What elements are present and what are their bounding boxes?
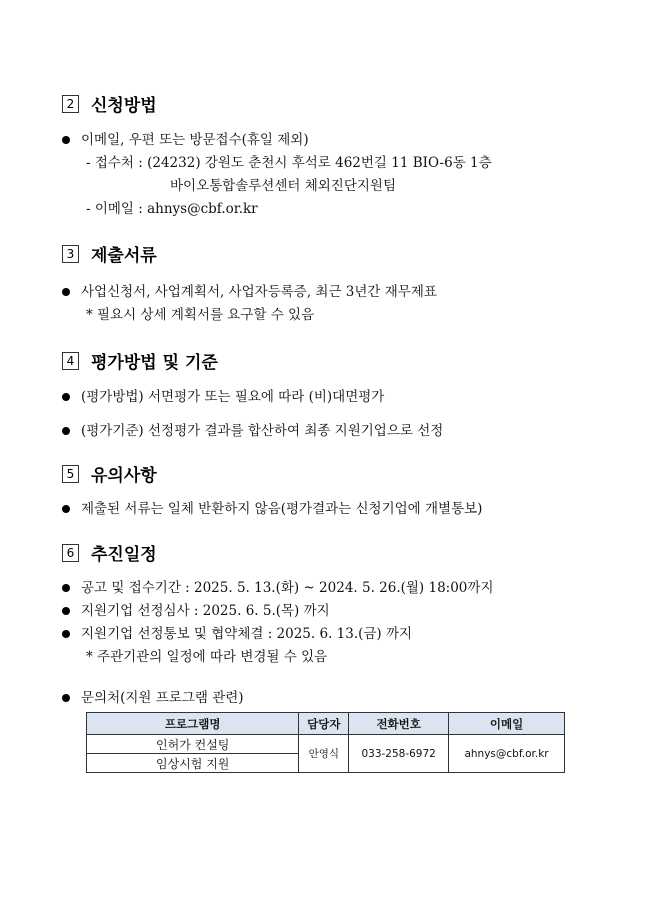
section-title: 평가방법 및 기준 xyxy=(91,353,218,373)
manager-cell: 안영식 xyxy=(299,735,349,773)
header-email: 이메일 xyxy=(449,713,565,735)
contact-label: 문의처(지원 프로그램 관련) xyxy=(81,690,244,706)
apply-address-line1: - 접수처 : (24232) 강원도 춘천시 후석로 462번길 11 BIO-6동 1층 xyxy=(86,155,492,171)
section-number-box: 3 xyxy=(62,245,79,263)
header-manager: 담당자 xyxy=(299,713,349,735)
section-heading-evaluation xyxy=(62,348,218,373)
notice-bullet-line xyxy=(62,497,482,517)
bullet-icon xyxy=(62,607,70,615)
apply-email-line: - 이메일 : ahnys@cbf.or.kr xyxy=(86,201,258,217)
section-title: 추진일정 xyxy=(91,545,157,565)
notice-text: 제출된 서류는 일체 반환하지 않음(평가결과는 신청기업에 개별통보) xyxy=(81,501,483,517)
section-title: 유의사항 xyxy=(91,466,157,486)
evaluation-criteria-text: (평가기준) 선정평가 결과를 합산하여 최종 지원기업으로 선정 xyxy=(81,423,444,439)
email-cell: ahnys@cbf.or.kr xyxy=(449,735,565,773)
contact-bullet-line xyxy=(62,686,244,706)
schedule-item-2 xyxy=(62,599,330,619)
apply-address-line2: 바이오통합솔루션센터 체외진단지원팀 xyxy=(170,178,396,194)
evaluation-method-line xyxy=(62,385,384,405)
apply-bullet-line xyxy=(62,128,309,148)
contact-table xyxy=(86,712,565,773)
section-number-box: 4 xyxy=(62,352,79,370)
section-number-box: 2 xyxy=(62,95,79,113)
documents-text: 사업신청서, 사업계획서, 사업자등록증, 최근 3년간 재무제표 xyxy=(81,284,437,300)
documents-note: * 필요시 상세 계획서를 요구할 수 있음 xyxy=(86,307,315,323)
bullet-icon xyxy=(62,427,70,435)
evaluation-criteria-line xyxy=(62,419,443,439)
header-program: 프로그램명 xyxy=(87,713,299,735)
schedule-note: * 주관기관의 일정에 따라 변경될 수 있음 xyxy=(86,649,328,665)
section-heading-apply xyxy=(62,91,157,116)
bullet-icon xyxy=(62,694,70,702)
phone-cell: 033-258-6972 xyxy=(349,735,449,773)
bullet-icon xyxy=(62,630,70,638)
program-cell: 임상시험 지원 xyxy=(87,754,299,773)
schedule-item-1 xyxy=(62,576,493,596)
section-heading-notice xyxy=(62,461,157,486)
header-phone: 전화번호 xyxy=(349,713,449,735)
documents-bullet-line xyxy=(62,280,437,300)
bullet-icon xyxy=(62,393,70,401)
table-header-row xyxy=(87,713,565,735)
section-title: 신청방법 xyxy=(91,96,157,116)
schedule-item-text: 공고 및 접수기간 : 2025. 5. 13.(화) ~ 2024. 5. 26.(월) 18:00까지 xyxy=(81,580,494,596)
schedule-item-3 xyxy=(62,622,412,642)
table-row xyxy=(87,735,565,754)
apply-method-text: 이메일, 우편 또는 방문접수(휴일 제외) xyxy=(81,132,309,148)
section-heading-documents xyxy=(62,241,157,266)
evaluation-method-text: (평가방법) 서면평가 또는 필요에 따라 (비)대면평가 xyxy=(81,389,385,405)
section-heading-schedule xyxy=(62,540,157,565)
program-cell: 인허가 컨설팅 xyxy=(87,735,299,754)
bullet-icon xyxy=(62,584,70,592)
bullet-icon xyxy=(62,288,70,296)
schedule-item-text: 지원기업 선정통보 및 협약체결 : 2025. 6. 13.(금) 까지 xyxy=(81,626,413,642)
bullet-icon xyxy=(62,505,70,513)
bullet-icon xyxy=(62,136,70,144)
schedule-item-text: 지원기업 선정심사 : 2025. 6. 5.(목) 까지 xyxy=(81,603,330,619)
section-number-box: 5 xyxy=(62,465,79,483)
section-title: 제출서류 xyxy=(91,246,157,266)
section-number-box: 6 xyxy=(62,544,79,562)
